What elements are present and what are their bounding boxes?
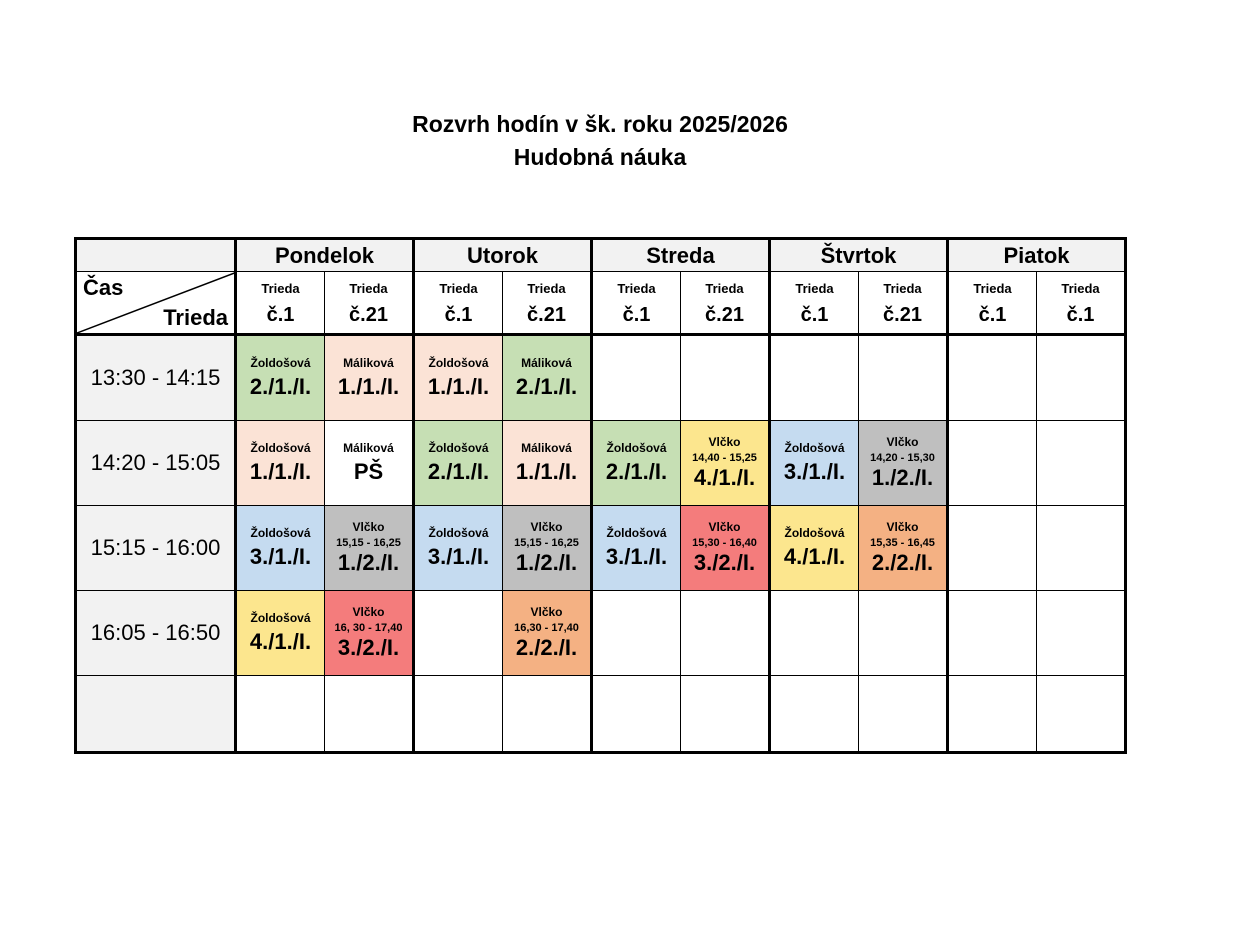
class-code: 3./1./I. (249, 544, 312, 569)
lesson-cell (503, 335, 592, 421)
teacher-name: Vlčko (886, 435, 919, 449)
room-number: č.1 (266, 303, 295, 326)
class-code: 3./2./I. (693, 550, 756, 575)
class-code: 2./1./I. (249, 374, 312, 399)
teacher-name: Žoldošová (250, 356, 311, 370)
empty-cell (948, 506, 1037, 591)
lesson-cell (325, 506, 414, 591)
room-label: Trieda (617, 280, 656, 296)
teacher-name: Máliková (343, 441, 394, 455)
room-header (681, 272, 770, 335)
teacher-name: Žoldošová (606, 441, 667, 455)
room-number: č.21 (349, 303, 388, 326)
empty-cell (948, 335, 1037, 421)
teacher-name: Máliková (521, 441, 572, 455)
time-slot: 16:05 - 16:50 (76, 591, 236, 676)
time-slot: 14:20 - 15:05 (76, 421, 236, 506)
teacher-name: Vlčko (352, 605, 385, 619)
day-header: Piatok (948, 239, 1126, 272)
room-number: č.21 (705, 303, 744, 326)
lesson-cell (236, 335, 325, 421)
lesson-time: 15,15 - 16,25 (514, 537, 579, 549)
lesson-time: 14,20 - 15,30 (870, 452, 935, 464)
schedule-row (76, 335, 1126, 421)
time-slot: 15:15 - 16:00 (76, 506, 236, 591)
empty-cell (414, 676, 503, 753)
room-label: Trieda (883, 280, 922, 296)
room-header (1037, 272, 1126, 335)
room-number: č.21 (883, 303, 922, 326)
lesson-cell (325, 591, 414, 676)
empty-cell (236, 676, 325, 753)
empty-cell (592, 676, 681, 753)
lesson-cell (859, 421, 948, 506)
lesson-cell (414, 506, 503, 591)
empty-cell (1037, 421, 1126, 506)
empty-cell (325, 676, 414, 753)
empty-cell (681, 591, 770, 676)
lesson-cell (325, 335, 414, 421)
teacher-name: Žoldošová (784, 526, 845, 540)
empty-cell (1037, 676, 1126, 753)
day-header-row (76, 239, 1126, 272)
class-code: 1./2./I. (337, 550, 400, 575)
empty-cell (948, 676, 1037, 753)
class-code: 4./1./I. (783, 544, 846, 569)
room-header (859, 272, 948, 335)
teacher-name: Vlčko (708, 435, 741, 449)
room-number: č.1 (978, 303, 1007, 326)
lesson-cell (503, 506, 592, 591)
room-header (414, 272, 503, 335)
room-label: Trieda (1061, 280, 1100, 296)
room-header (236, 272, 325, 335)
lesson-time: 15,35 - 16,45 (870, 537, 935, 549)
lesson-cell (681, 421, 770, 506)
schedule-row (76, 591, 1126, 676)
room-label: Trieda (527, 280, 566, 296)
class-code: 3./2./I. (337, 635, 400, 660)
teacher-name: Vlčko (708, 520, 741, 534)
lesson-cell (770, 421, 859, 506)
lesson-cell (503, 591, 592, 676)
page-title: Rozvrh hodín v šk. roku 2025/2026 (412, 111, 788, 137)
lesson-time: 15,15 - 16,25 (336, 537, 401, 549)
teacher-name: Žoldošová (250, 441, 311, 455)
empty-cell (592, 591, 681, 676)
class-code: 1./1./I. (515, 459, 578, 484)
lesson-cell (236, 506, 325, 591)
room-header-row (76, 272, 1126, 335)
room-number: č.1 (622, 303, 651, 326)
teacher-name: Vlčko (352, 520, 385, 534)
corner-top-cell (76, 239, 236, 272)
lesson-cell (859, 506, 948, 591)
lesson-cell (414, 421, 503, 506)
lesson-cell (503, 421, 592, 506)
empty-cell (681, 335, 770, 421)
class-code: 3./1./I. (427, 544, 490, 569)
corner-cell (76, 272, 236, 335)
empty-cell (503, 676, 592, 753)
room-number: č.1 (444, 303, 473, 326)
room-label: Trieda (439, 280, 478, 296)
class-code: 2./1./I. (427, 459, 490, 484)
lesson-cell (681, 506, 770, 591)
empty-cell (859, 676, 948, 753)
room-number: č.1 (1066, 303, 1095, 326)
class-code: 3./1./I. (605, 544, 668, 569)
lesson-cell (592, 421, 681, 506)
lesson-cell (236, 591, 325, 676)
empty-cell (1037, 335, 1126, 421)
empty-cell (859, 591, 948, 676)
corner-time-label: Čas (83, 275, 124, 300)
teacher-name: Vlčko (530, 605, 563, 619)
class-code: PŠ (353, 459, 384, 484)
time-slot: 13:30 - 14:15 (76, 335, 236, 421)
empty-cell (414, 591, 503, 676)
empty-cell (681, 676, 770, 753)
day-header: Streda (592, 239, 770, 272)
class-code: 2./1./I. (515, 374, 578, 399)
room-label: Trieda (705, 280, 744, 296)
lesson-cell (770, 506, 859, 591)
empty-cell (948, 421, 1037, 506)
lesson-cell (236, 421, 325, 506)
lesson-time: 16, 30 - 17,40 (334, 622, 403, 634)
teacher-name: Vlčko (530, 520, 563, 534)
room-header (325, 272, 414, 335)
room-header (592, 272, 681, 335)
page-subtitle: Hudobná náuka (513, 144, 687, 170)
schedule-row (76, 676, 1126, 753)
class-code: 4./1./I. (693, 465, 756, 490)
lesson-cell (414, 335, 503, 421)
empty-cell (770, 335, 859, 421)
teacher-name: Žoldošová (784, 441, 845, 455)
lesson-time: 16,30 - 17,40 (514, 622, 579, 634)
teacher-name: Žoldošová (250, 611, 311, 625)
class-code: 3./1./I. (783, 459, 846, 484)
teacher-name: Máliková (343, 356, 394, 370)
class-code: 2./1./I. (605, 459, 668, 484)
class-code: 1./2./I. (871, 465, 934, 490)
teacher-name: Žoldošová (428, 441, 489, 455)
room-number: č.1 (800, 303, 829, 326)
empty-cell (948, 591, 1037, 676)
day-header: Utorok (414, 239, 592, 272)
empty-cell (1037, 506, 1126, 591)
schedule-table (74, 237, 1127, 754)
class-code: 2./2./I. (515, 635, 578, 660)
teacher-name: Vlčko (886, 520, 919, 534)
teacher-name: Žoldošová (250, 526, 311, 540)
class-code: 1./1./I. (427, 374, 490, 399)
room-header (503, 272, 592, 335)
schedule-row (76, 506, 1126, 591)
class-code: 2./2./I. (871, 550, 934, 575)
class-code: 1./2./I. (515, 550, 578, 575)
teacher-name: Žoldošová (606, 526, 667, 540)
empty-cell (770, 676, 859, 753)
room-header (770, 272, 859, 335)
teacher-name: Máliková (521, 356, 572, 370)
class-code: 4./1./I. (249, 629, 312, 654)
class-code: 1./1./I. (337, 374, 400, 399)
empty-cell (859, 335, 948, 421)
room-label: Trieda (795, 280, 834, 296)
room-label: Trieda (973, 280, 1012, 296)
day-header: Pondelok (236, 239, 414, 272)
lesson-time: 14,40 - 15,25 (692, 452, 757, 464)
room-label: Trieda (349, 280, 388, 296)
empty-cell (770, 591, 859, 676)
time-slot (76, 676, 236, 753)
lesson-time: 15,30 - 16,40 (692, 537, 757, 549)
teacher-name: Žoldošová (428, 356, 489, 370)
class-code: 1./1./I. (249, 459, 312, 484)
empty-cell (1037, 591, 1126, 676)
corner-class-label: Trieda (163, 305, 228, 330)
lesson-cell (592, 506, 681, 591)
day-header: Štvrtok (770, 239, 948, 272)
lesson-cell (325, 421, 414, 506)
schedule-row (76, 421, 1126, 506)
empty-cell (592, 335, 681, 421)
room-header (948, 272, 1037, 335)
teacher-name: Žoldošová (428, 526, 489, 540)
room-label: Trieda (261, 280, 300, 296)
room-number: č.21 (527, 303, 566, 326)
